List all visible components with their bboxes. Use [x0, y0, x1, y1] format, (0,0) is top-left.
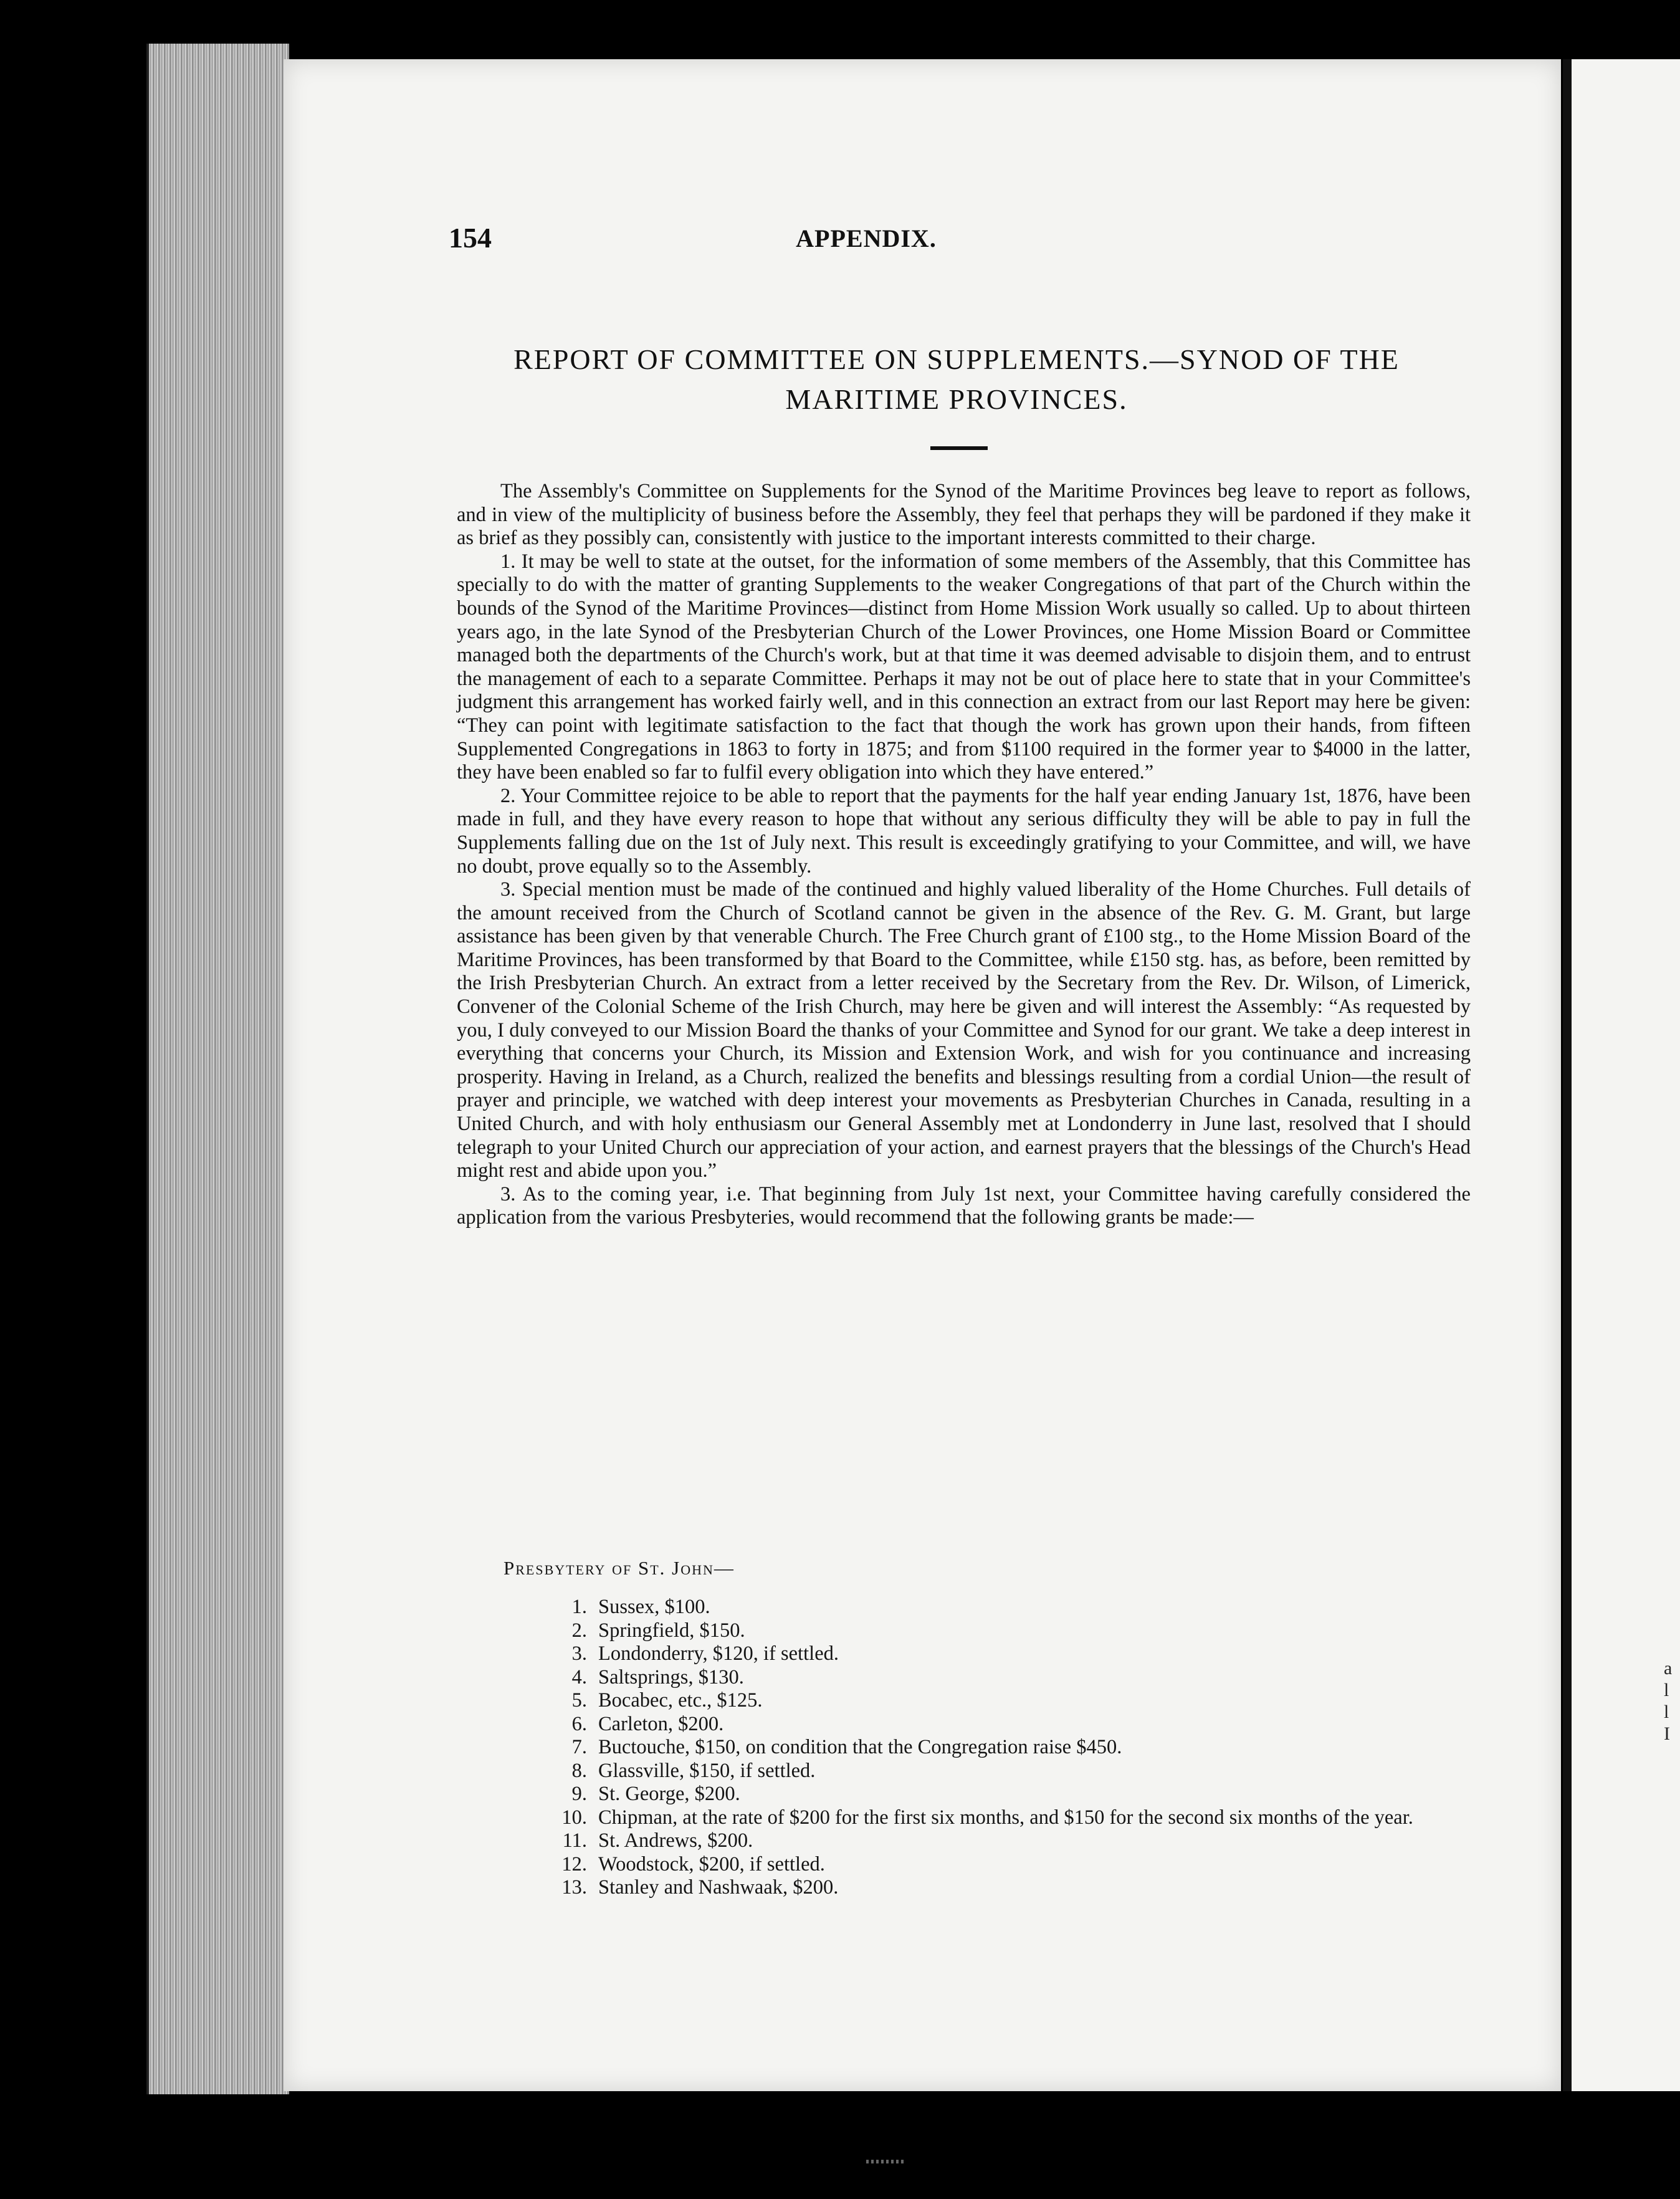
grant-number: 9.: [571, 1783, 587, 1805]
grant-number: 2.: [571, 1619, 587, 1642]
grant-number: 8.: [571, 1759, 587, 1782]
running-head: APPENDIX.: [796, 224, 937, 252]
grant-item: [548, 1806, 1471, 1830]
grant-item: [548, 1619, 1471, 1643]
paragraph-3: 3. Special mention must be made of the continued and highly valued liberality of the Home Churches. Full details of the amount received from the Church of Scotland cannot be given in the absence of the Rev. G. M. Grant, but large assistance has been given by that venerable Church. The Free Church grant of £100 stg., to the Home Mission Board of the Maritime Provinces, has been transformed by that Board to the Committee, while £150 stg. has, as before, been remitted by the Irish Presbyterian Church. An extract from a letter received by the Secretary from the Rev. Dr. Wilson, of Limerick, Convener of the Colonial Scheme of the Irish Church, may here be given and will interest the Assembly: “As requested by you, I duly conveyed to our Mission Board the thanks of your Committee and Synod for our grant. We take a deep interest in everything that concerns your Church, its Mission and Extension Work, and wish for you continuance and increasing prosperity. Having in Ireland, as a Church, realized the benefits and blessings resulting from a cordial Union—the result of prayer and principle, we watched with deep interest your movements as Presbyterian Churches in Canada, resulting in a United Church, and with holy enthusiasm our General Assembly met at Londonderry in June last, resolved that I should telegraph to your United Church our appreciation of your action, and earnest prayers that the blessings of the Church's Head might rest and abide upon you.”: [457, 878, 1471, 1182]
grant-text: Carleton, $200.: [598, 1712, 724, 1735]
page-number: 154: [449, 222, 492, 254]
grant-number: 10.: [561, 1806, 587, 1829]
grant-text: St. Andrews, $200.: [598, 1829, 753, 1852]
grant-item: [548, 1853, 1471, 1877]
edge-char: l: [1664, 1680, 1669, 1700]
grant-number: 5.: [571, 1689, 587, 1712]
edge-char: a: [1664, 1658, 1673, 1679]
page-gutter: [1563, 59, 1572, 2091]
grant-text: Buctouche, $150, on condition that the Congregation raise $450.: [598, 1736, 1122, 1758]
grant-number: 3.: [571, 1642, 587, 1665]
grant-item: [548, 1642, 1471, 1666]
grant-text: Springfield, $150.: [598, 1619, 745, 1642]
grant-number: 4.: [571, 1665, 587, 1689]
grant-number: 11.: [562, 1829, 587, 1852]
grant-item: [548, 1666, 1471, 1690]
grant-text: St. George, $200.: [598, 1783, 740, 1805]
book-fore-edge: [146, 44, 289, 2094]
grant-number: 12.: [561, 1852, 587, 1876]
grant-number: 13.: [561, 1876, 587, 1899]
paragraph-intro: The Assembly's Committee on Supplements for the Synod of the Maritime Provinces beg leave to report as follows, and in view of the multiplicity of business before the Assembly, they feel that perhaps they will be pardoned if they make it as brief as they possibly can, consistently with justice to the important interests committed to their charge.: [457, 480, 1471, 550]
grant-text: Woodstock, $200, if settled.: [598, 1852, 825, 1876]
grant-text: Bocabec, etc., $125.: [598, 1689, 763, 1712]
title-rule: [930, 446, 988, 450]
grant-item: [548, 1596, 1471, 1619]
grant-item: [548, 1760, 1471, 1783]
presbytery-heading: Presbytery of St. John—: [504, 1557, 735, 1579]
page-header: [449, 221, 1284, 252]
grant-number: 7.: [571, 1736, 587, 1758]
grant-item: [548, 1736, 1471, 1760]
paragraph-2: 2. Your Committee rejoice to be able to report that the payments for the half year ending January 1st, 1876, have been made in full, and they have every reason to hope that without any serious difficulty they will be able to pay in full the Supplements falling due on the 1st of July next. This result is exceedingly gratifying to your Committee, and will, we have no doubt, prove equally so to the Assembly.: [457, 784, 1471, 878]
grant-text: Londonderry, $120, if settled.: [598, 1642, 839, 1665]
grant-item: [548, 1829, 1471, 1853]
grants-list: [548, 1596, 1471, 1900]
paragraph-1: 1. It may be well to state at the outset, for the information of some members of the Assembly, that this Committee has specially to do with the matter of granting Supplements to the weaker Congregations of that part of the Church within the bounds of the Synod of the Maritime Provinces—distinct from Home Mission Work usually so called. Up to about thirteen years ago, in the late Synod of the Presbyterian Church of the Lower Provinces, one Home Mission Board or Committee managed both the departments of the Church's work, but at that time it was deemed advisable to disjoin them, and to entrust the management of each to a separate Committee. Perhaps it may not be out of place here to state that in your Committee's judgment this arrangement has worked fairly well, and in this connection an extract from our last Report may here be given: “They can point with legitimate satisfaction to the fact that though the work has grown upon their hands, from fifteen Supplemented Congregations in 1863 to forty in 1875; and from $1100 required in the former year to $4000 in the latter, they have been enabled so far to fulfil every obligation into which they have entered.”: [457, 550, 1471, 784]
scan-artifact: [866, 2160, 904, 2163]
report-title: REPORT OF COMMITTEE ON SUPPLEMENTS.—SYNOD OF THE MARITIME PROVINCES.: [513, 343, 1400, 415]
grant-text: Sussex, $100.: [598, 1596, 710, 1618]
grant-text: Glassville, $150, if settled.: [598, 1759, 816, 1782]
grant-text: Chipman, at the rate of $200 for the first six months, and $150 for the second six months of the year.: [598, 1806, 1413, 1829]
edge-char: I: [1664, 1723, 1670, 1744]
report-body: [457, 480, 1471, 1230]
edge-char: l: [1664, 1702, 1669, 1722]
grant-number: 1.: [571, 1596, 587, 1618]
grant-text: Saltsprings, $130.: [598, 1665, 744, 1689]
grant-item: [548, 1783, 1471, 1806]
grant-item: [548, 1689, 1471, 1713]
grant-item: [548, 1876, 1471, 1900]
adjacent-page-edge: [1572, 59, 1680, 2091]
paragraph-coming-year: 3. As to the coming year, i.e. That beginning from July 1st next, your Committee having carefully considered the application from the various Presbyteries, would recommend that the following grants be made:—: [457, 1182, 1471, 1229]
grant-item: [548, 1713, 1471, 1737]
grant-text: Stanley and Nashwaak, $200.: [598, 1876, 839, 1899]
grant-number: 6.: [571, 1712, 587, 1735]
